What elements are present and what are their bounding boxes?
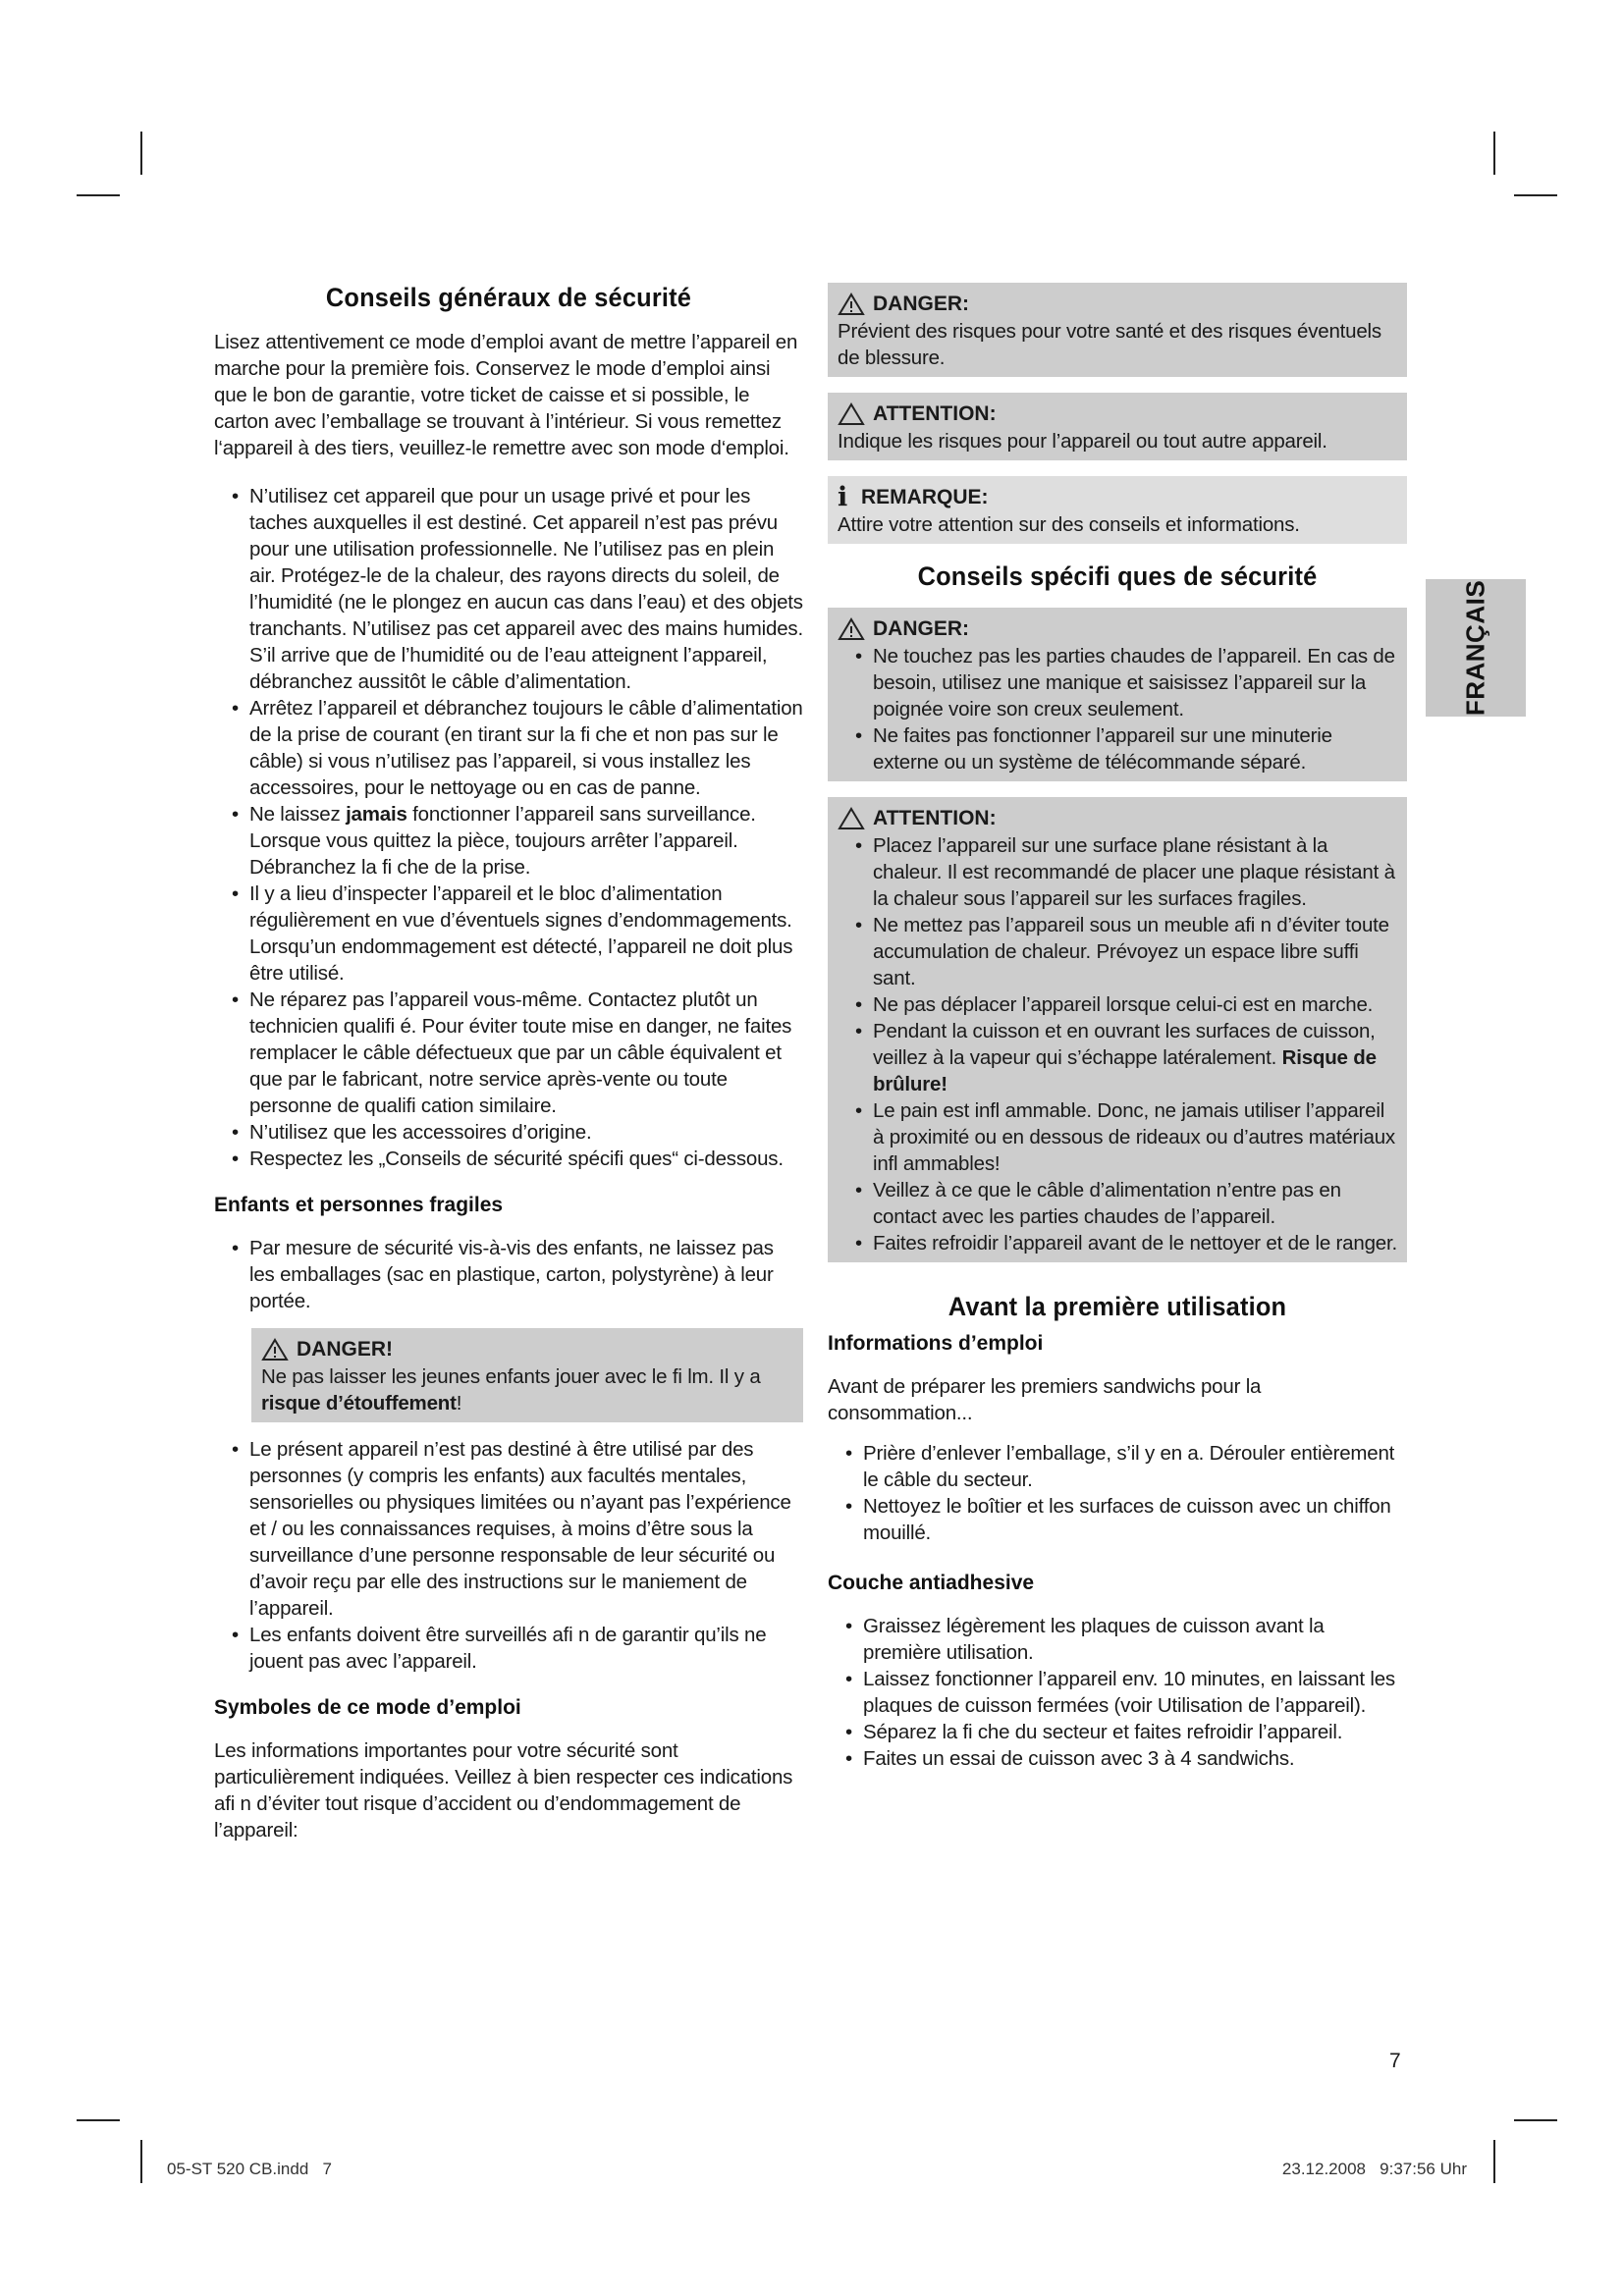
list-item (838, 1018, 1397, 1097)
crop-mark (1493, 2140, 1495, 2183)
coating-list (828, 1613, 1407, 1772)
children-list (214, 1235, 803, 1314)
list-item-text: fonctionner l’appareil sans surveillance. (406, 803, 756, 826)
info-icon: i (838, 482, 848, 512)
emphasis-text: jamais (346, 803, 407, 826)
legend-attention-box (828, 393, 1407, 460)
specific-attention-box (828, 797, 1407, 1262)
list-item: • Faites refroidir l’appareil avant de le nettoyer et de le ranger. (838, 1230, 1397, 1256)
specific-safety-title: Conseils spécifi ques de sécurité (917, 561, 1318, 591)
list-item: • Le présent appareil n’est pas destiné à être utilisé par des personnes (y compris les enfants) aux facultés mentales, sensorielles ou physiques limitées ou n’ayant pas l’expérience et / ou les connaissances requises, à moins d’être sous la surveillance d’une personne responsable de leur sécurité ou d’avoir reçu par elle des instructions sur le maniement de l’appareil. (214, 1436, 803, 1622)
list-item-text: Pendant la cuisson et en ouvrant les surfaces de cuisson, veillez à la vapeur qui s’échappe latéralement. (873, 1020, 1376, 1069)
crop-mark (1493, 132, 1495, 175)
children-danger-box (251, 1328, 803, 1422)
list-item: • N’utilisez que les accessoires d’origine. (214, 1119, 803, 1146)
info-list (828, 1440, 1407, 1546)
footer-file: 05-ST 520 CB.indd 7 (167, 2160, 332, 2178)
list-item: • Graissez légèrement les plaques de cuisson avant la première utilisation. (828, 1613, 1407, 1666)
list-item: • Le pain est infl ammable. Donc, ne jamais utiliser l’appareil à proximité ou en dessous de rideaux ou d’autres matériaux infl ammables! (838, 1097, 1397, 1177)
list-item: • Laissez fonctionner l’appareil env. 10 minutes, en laissant les plaques de cuisson fermées (voir Utilisation de l’appareil). (828, 1666, 1407, 1719)
specific-attention-list (838, 832, 1397, 1256)
list-item (214, 801, 803, 881)
crop-mark (140, 2140, 142, 2183)
list-item: • Placez l’appareil sur une surface plane résistant à la chaleur. Il est recommandé de placer une plaque résistant à la chaleur sous l’appareil sur les surfaces fragiles. (838, 832, 1397, 912)
list-item: • Les enfants doivent être surveillés afi n de garantir qu’ils ne jouent pas avec l’appareil. (214, 1622, 803, 1675)
list-item: • Veillez à ce que le câble d’alimentation n’entre pas en contact avec les parties chaudes de l’appareil. (838, 1177, 1397, 1230)
caution-triangle-icon (838, 807, 865, 830)
list-item: • N’utilisez cet appareil que pour un usage privé et pour les taches auxquelles il est destiné. Cet appareil n’est pas prévu pour une utilisation professionnelle. Ne l’utilisez pas en plein air. Protégez-le de la chaleur, des rayons directs du soleil, de l’humidité (ne le plongez en aucun cas dans l’eau) et des objets tranchants. N’utilisez pas cet appareil avec des mains humides. S’il arrive que de l’humidité ou de l’eau atteignent l’appareil, débranchez aussitôt le câble d’alimentation. (214, 483, 803, 695)
emphasis-text: risque d’étouffement (261, 1392, 457, 1415)
page-number: 7 (1389, 2050, 1401, 2072)
danger-text (261, 1363, 793, 1416)
list-item: • Arrêtez l’appareil et débranchez toujours le câble d’alimentation de la prise de courant (en tirant sur la fi che et non pas sur le câble) si vous n’utilisez pas l’appareil, si vous installez les accessoires, pour le nettoyage ou en cas de panne. (214, 695, 803, 801)
danger-text-part: ! (456, 1392, 462, 1415)
warning-triangle-icon (838, 617, 865, 641)
left-column (214, 283, 803, 1865)
caution-triangle-icon (838, 402, 865, 426)
legend-remarque-title: REMARQUE: (861, 486, 989, 508)
list-item: • Faites un essai de cuisson avec 3 à 4 sandwichs. (828, 1745, 1407, 1772)
legend-attention-text: Indique les risques pour l’appareil ou tout autre appareil. (838, 430, 1327, 453)
specific-attention-title: ATTENTION: (873, 807, 997, 829)
list-item: • Par mesure de sécurité vis-à-vis des enfants, ne laissez pas les emballages (sac en plastique, carton, polystyrène) à leur portée. (214, 1235, 803, 1314)
box-title-row (838, 484, 1397, 511)
box-title-row (261, 1336, 793, 1363)
legend-danger-text: Prévient des risques pour votre santé et des risques éventuels de blessure. (838, 320, 1381, 369)
first-use-title: Avant la première utilisation (947, 1292, 1287, 1321)
box-title-row (838, 615, 1397, 643)
danger-text-part: Ne pas laisser les jeunes enfants jouer avec le fi lm. Il y a (261, 1365, 761, 1388)
footer-timestamp: 23.12.2008 9:37:56 Uhr (1281, 2160, 1467, 2178)
list-item: • Respectez les „Conseils de sécurité spécifi ques“ ci-dessous. (214, 1146, 803, 1172)
danger-title: DANGER! (297, 1338, 393, 1361)
language-tab (1426, 579, 1526, 717)
crop-mark (77, 194, 120, 196)
info-paragraph: Avant de préparer les premiers sandwichs pour la consommation... (828, 1375, 1262, 1424)
box-title-row (838, 805, 1397, 832)
box-title-row (838, 400, 1397, 428)
legend-attention-title: ATTENTION: (873, 402, 997, 425)
list-item: • Ne touchez pas les parties chaudes de l’appareil. En cas de besoin, utilisez une manique et saisissez l’appareil sur la poignée voire son creux seulement. (838, 643, 1397, 722)
general-safety-list (214, 483, 803, 1172)
legend-danger-title: DANGER: (873, 293, 969, 315)
legend-remarque-box (828, 476, 1407, 544)
list-item: • Ne mettez pas l’appareil sous un meuble afi n d’éviter toute accumulation de chaleur. Prévoyez un espace libre suffi sant. (838, 912, 1397, 991)
general-safety-title: Conseils généraux de sécurité (325, 283, 692, 312)
legend-danger-box (828, 283, 1407, 377)
warning-triangle-icon (838, 293, 865, 316)
children-list-2 (214, 1436, 803, 1675)
symbols-paragraph: Les informations importantes pour votre sécurité sont particulièrement indiquées. Veillez à bien respecter ces indications afi n d’éviter tout risque d’accident ou d’endommagement de l’appareil: (214, 1739, 793, 1842)
list-item: • Prière d’enlever l’emballage, s’il y en a. Dérouler entièrement le câble du secteur. (828, 1440, 1407, 1493)
list-item-text: Ne laissez (249, 803, 347, 826)
list-item: • Nettoyez le boîtier et les surfaces de cuisson avec un chiffon mouillé. (828, 1493, 1407, 1546)
right-column (828, 283, 1407, 1793)
coating-heading: Couche antiadhesive (828, 1572, 1035, 1594)
crop-mark (77, 2119, 120, 2121)
language-label: FRANÇAIS (1460, 579, 1490, 717)
crop-mark (1514, 2119, 1557, 2121)
box-title-row (838, 291, 1397, 318)
intro-paragraph: Lisez attentivement ce mode d’emploi avant de mettre l’appareil en marche pour la première fois. Conservez le mode d’emploi ainsi que le bon de garantie, votre ticket de caisse et si possible, le carton avec l’emballage se trouvant à l’intérieur. Si vous remettez l‘appareil à des tiers, veuillez-le remettre avec son mode d‘emploi. (214, 331, 798, 459)
warning-triangle-icon (261, 1338, 289, 1362)
crop-mark (140, 132, 142, 175)
emphasis-text: Risque de brûlure! (873, 1046, 1377, 1095)
specific-danger-title: DANGER: (873, 617, 969, 640)
specific-danger-box (828, 608, 1407, 781)
list-item: • Ne pas déplacer l’appareil lorsque celui-ci est en marche. (838, 991, 1397, 1018)
list-item-text: Lorsque vous quittez la pièce, toujours arrêter l’appareil. Débranchez la fi che de la prise. (249, 829, 738, 879)
list-item: • Ne faites pas fonctionner l’appareil sur une minuterie externe ou un système de télécommande séparé. (838, 722, 1397, 775)
children-heading: Enfants et personnes fragiles (214, 1194, 504, 1216)
symbols-heading: Symboles de ce mode d’emploi (214, 1696, 521, 1719)
legend-remarque-text: Attire votre attention sur des conseils et informations. (838, 513, 1300, 536)
list-item: • Il y a lieu d’inspecter l’appareil et le bloc d’alimentation régulièrement en vue d’éventuels signes d’endommagements. Lorsqu’un endommagement est détecté, l’appareil ne doit plus être utilisé. (214, 881, 803, 987)
list-item: • Séparez la fi che du secteur et faites refroidir l’appareil. (828, 1719, 1407, 1745)
crop-mark (1514, 194, 1557, 196)
specific-danger-list (838, 643, 1397, 775)
list-item: • Ne réparez pas l’appareil vous-même. Contactez plutôt un technicien qualifi é. Pour éviter toute mise en danger, ne faites remplacer le câble défectueux que par un câble équivalent et que par le fabricant, notre service après-vente ou toute personne de qualifi cation similaire. (214, 987, 803, 1119)
info-heading: Informations d’emploi (828, 1332, 1044, 1355)
